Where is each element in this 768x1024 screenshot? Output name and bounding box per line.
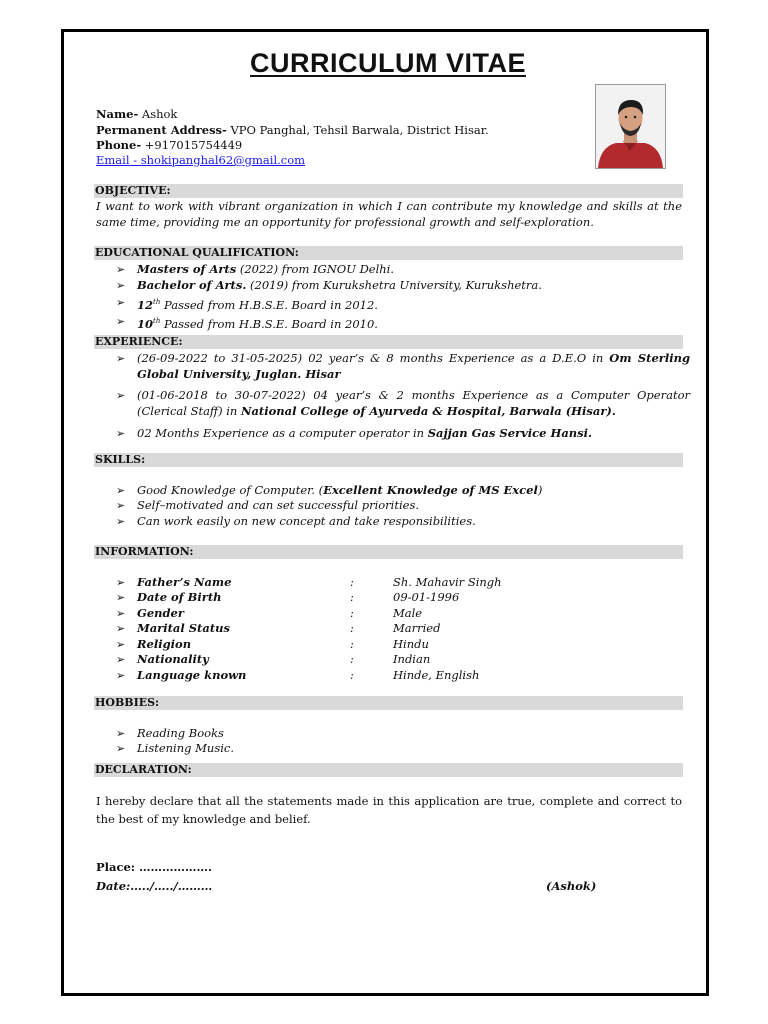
info-label: Language known <box>137 668 247 682</box>
declaration-heading: DECLARATION: <box>94 763 683 777</box>
skill-item: Can work easily on new concept and take responsibilities. <box>137 514 476 528</box>
hobbies-heading: HOBBIES: <box>94 696 683 710</box>
info-label: Gender <box>137 606 184 620</box>
info-value: Hinde, English <box>393 668 480 682</box>
education-item: Masters of Arts (2022) from IGNOU Delhi. <box>137 262 395 276</box>
info-colon: : <box>350 606 354 620</box>
profile-photo <box>595 84 666 169</box>
bullet-arrow-icon: ➢ <box>116 427 126 440</box>
info-value: 09-01-1996 <box>393 590 460 604</box>
information-heading: INFORMATION: <box>94 545 683 559</box>
bullet-arrow-icon: ➢ <box>116 638 126 651</box>
bullet-arrow-icon: ➢ <box>116 279 126 292</box>
address-label: Permanent Address- <box>96 123 227 137</box>
bullet-arrow-icon: ➢ <box>116 576 126 589</box>
declaration-text: I hereby declare that all the statements made in this application are true, complete and correct to the best of my knowledge and belief. <box>96 794 682 826</box>
bullet-arrow-icon: ➢ <box>116 296 126 309</box>
phone-value: +917015754449 <box>141 138 243 152</box>
signature-name: (Ashok) <box>546 879 597 893</box>
person-portrait-icon <box>596 85 665 168</box>
education-item: 12th Passed from H.B.S.E. Board in 2012. <box>137 297 378 312</box>
bullet-arrow-icon: ➢ <box>116 622 126 635</box>
info-value: Sh. Mahavir Singh <box>393 575 502 589</box>
info-colon: : <box>350 652 354 666</box>
bullet-arrow-icon: ➢ <box>116 653 126 666</box>
address-line <box>96 123 489 138</box>
bullet-arrow-icon: ➢ <box>116 263 126 276</box>
bullet-arrow-icon: ➢ <box>116 515 126 528</box>
bullet-arrow-icon: ➢ <box>116 742 126 755</box>
info-label: Date of Birth <box>137 590 222 604</box>
info-value: Hindu <box>393 637 429 651</box>
objective-heading: OBJECTIVE: <box>94 184 683 198</box>
bullet-arrow-icon: ➢ <box>116 352 126 365</box>
education-item: Bachelor of Arts. (2019) from Kurukshetra University, Kurukshetra. <box>137 278 542 292</box>
email-link[interactable]: Email - shokipanghal62@gmail.com <box>96 153 306 167</box>
experience-item: (01-06-2018 to 30-07-2022) 04 year’s & 2 months Experience as a Computer Operator (Clerical Staff) in National College of Ayurveda & Hospital, Barwala (Hisar). <box>137 388 690 418</box>
name-label: Name- <box>96 107 139 121</box>
education-item: 10th Passed from H.B.S.E. Board in 2010. <box>137 316 378 331</box>
date-line: Date:…../…../……… <box>96 879 213 893</box>
info-colon: : <box>350 637 354 651</box>
info-value: Married <box>393 621 441 635</box>
bullet-arrow-icon: ➢ <box>116 499 126 512</box>
bullet-arrow-icon: ➢ <box>116 727 126 740</box>
bullet-arrow-icon: ➢ <box>116 591 126 604</box>
bullet-arrow-icon: ➢ <box>116 484 126 497</box>
info-colon: : <box>350 621 354 635</box>
info-label: Marital Status <box>137 621 230 635</box>
experience-heading: EXPERIENCE: <box>94 335 683 349</box>
objective-text: I want to work with vibrant organization in which I can contribute my knowledge and skills at the same time, providing me an opportunity for professional growth and self-exploration. <box>96 199 682 229</box>
bullet-arrow-icon: ➢ <box>116 315 126 328</box>
bullet-arrow-icon: ➢ <box>116 389 126 402</box>
name-line <box>96 107 177 122</box>
skills-heading: SKILLS: <box>94 453 683 467</box>
hobby-item: Listening Music. <box>137 741 235 755</box>
info-label: Nationality <box>137 652 209 666</box>
name-value: Ashok <box>138 107 178 121</box>
info-label: Father’s Name <box>137 575 232 589</box>
address-value: VPO Panghal, Tehsil Barwala, District Hisar. <box>226 123 489 137</box>
bullet-arrow-icon: ➢ <box>116 607 126 620</box>
skill-item: Self–motivated and can set successful priorities. <box>137 498 420 512</box>
education-heading: EDUCATIONAL QUALIFICATION: <box>94 246 683 260</box>
info-colon: : <box>350 668 354 682</box>
experience-item: (26-09-2022 to 31-05-2025) 02 year’s & 8 months Experience as a D.E.O in Om Sterling Global University, Juglan. Hisar <box>137 351 690 381</box>
info-label: Religion <box>137 637 192 651</box>
info-value: Indian <box>393 652 431 666</box>
phone-line <box>96 138 242 153</box>
place-line: Place: ………………. <box>96 860 213 874</box>
skill-item: Good Knowledge of Computer. (Excellent Knowledge of MS Excel) <box>137 483 543 497</box>
hobby-item: Reading Books <box>137 726 224 740</box>
experience-item: 02 Months Experience as a computer operator in Sajjan Gas Service Hansi. <box>137 426 592 440</box>
bullet-arrow-icon: ➢ <box>116 669 126 682</box>
phone-label: Phone- <box>96 138 142 152</box>
document-title: CURRICULUM VITAE <box>250 48 526 78</box>
info-colon: : <box>350 590 354 604</box>
info-value: Male <box>393 606 423 620</box>
info-colon: : <box>350 575 354 589</box>
